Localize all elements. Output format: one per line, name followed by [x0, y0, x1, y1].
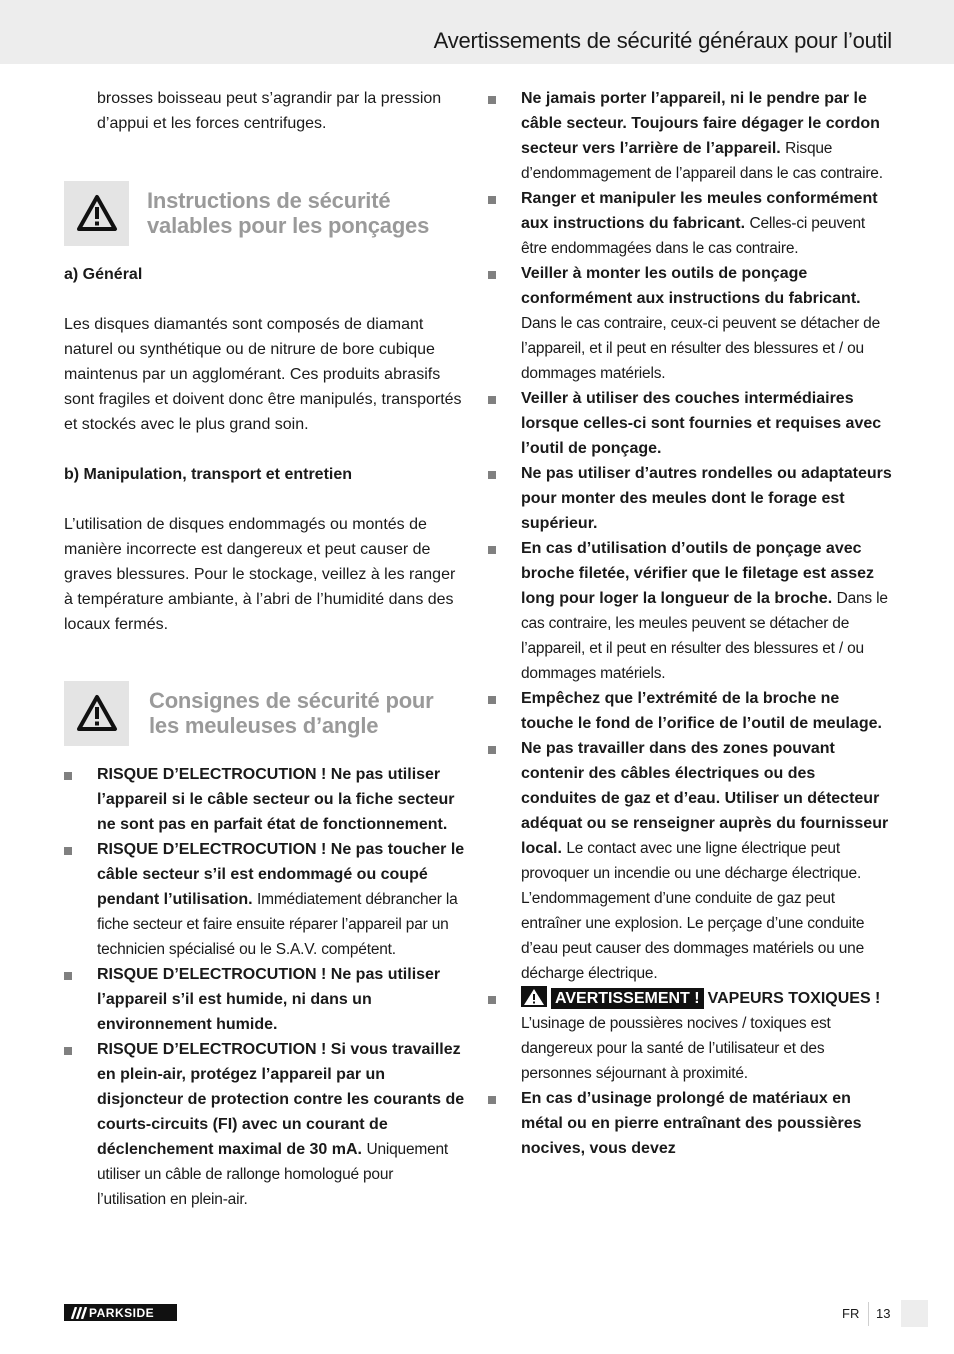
paragraph-handling: L’utilisation de disques endommagés ou montés de manière incorrecte est dangereux et peut causer de graves blessures. Pour le stockage, veillez à les ranger à température ambiante, à l’abri de l’humidité dans des locaux fermés. — [64, 516, 456, 633]
bullet-square-icon — [488, 996, 496, 1004]
list-item: Empêchez que l’extrémité de la broche ne touche le fond de l’orifice de l’outil de meulage. — [488, 686, 894, 736]
list-item: En cas d’utilisation d’outils de ponçage avec broche filetée, vérifier que le filetage est assez long pour loger la longueur de la broche. Dans le cas contraire, les meules peuvent se détacher de l’appareil, et il peut en résulter des blessures et / ou dommages matériels. — [488, 536, 894, 686]
list-item: Ne pas travailler dans des zones pouvant contenir des câbles électriques ou des conduites de gaz et d’eau. Utiliser un détecteur adéquat ou se renseigner auprès du fournisseur local. Le contact avec une ligne électrique peut provoquer un incendie ou une décharge électrique. L’endommagement d’une conduite de gaz peut entraîner une explosion. Le perçage d’une conduite d’eau peut causer des dommages matériels ou une décharge électrique. — [488, 736, 894, 986]
warning-label: AVERTISSEMENT ! — [551, 988, 704, 1009]
grinder-bullet-list — [64, 762, 466, 1212]
paragraph-general: Les disques diamantés sont composés de diamant naturel ou synthétique ou de nitrure de bore cubique maintenus par un agglomérant. Ces produits abrasifs sont fragiles et doivent donc être manipulés, transportés et stockés avec le plus grand soin. — [64, 316, 462, 433]
section-heading-sanding — [64, 180, 466, 246]
bullet-square-icon — [488, 271, 496, 279]
section-heading-angle-grinder — [64, 680, 466, 746]
list-item-warning: AVERTISSEMENT ! VAPEURS TOXIQUES ! L’usinage de poussières nocives / toxiques est dangereux pour la santé de l’utilisateur et des personnes séjournant à proximité. — [488, 986, 894, 1086]
bullet-square-icon — [64, 972, 72, 980]
logo-slashes-icon — [67, 1307, 89, 1319]
list-item: En cas d’usinage prolongé de matériaux en métal ou en pierre entraînant des poussières nocives, vous devez — [488, 1086, 894, 1161]
bullet-square-icon — [488, 1096, 496, 1104]
footer-tab — [901, 1300, 928, 1327]
section-title-line1: Instructions de sécurité — [147, 188, 391, 213]
right-bullet-list — [488, 86, 894, 1161]
section-title-line1: Consignes de sécurité pour — [149, 688, 434, 713]
bullet-square-icon — [64, 772, 72, 780]
list-item: RISQUE D’ELECTROCUTION ! Ne pas utiliser l’appareil si le câble secteur ou la fiche secteur ne sont pas en parfait état de fonctionnement. — [64, 762, 466, 837]
section-title-line2: les meuleuses d’angle — [149, 713, 379, 738]
left-column — [64, 86, 466, 1212]
warning-triangle-icon — [76, 694, 118, 732]
right-column — [488, 86, 894, 1161]
list-item: Veiller à utiliser des couches intermédiaires lorsque celles-ci sont fournies et requises avec l’outil de ponçage. — [488, 386, 894, 461]
list-item: Ne pas utiliser d’autres rondelles ou adaptateurs pour monter des meules dont le forage est supérieur. — [488, 461, 894, 536]
list-item: RISQUE D’ELECTROCUTION ! Ne pas toucher le câble secteur s’il est endommagé ou coupé pendant l’utilisation. Immédiatement débrancher la fiche secteur et faire ensuite réparer l’appareil par un technicien spécialisé ou le S.A.V. compétent. — [64, 837, 466, 962]
bullet-square-icon — [64, 847, 72, 855]
warning-box — [64, 181, 129, 246]
list-item: RISQUE D’ELECTROCUTION ! Si vous travaillez en plein-air, protégez l’appareil par un disjoncteur de protection contre les courants de courts-circuits (FI) avec un courant de déclenchement maximal de 30 mA. Uniquement utiliser un câble de rallonge homologué pour l’utilisation en plein-air. — [64, 1037, 466, 1212]
warning-triangle-icon — [521, 986, 547, 1007]
list-item: Veiller à monter les outils de ponçage conformément aux instructions du fabricant. Dans le cas contraire, ceux-ci peuvent se détacher de l’appareil, et il peut en résulter des blessures et / ou dommages matériels. — [488, 261, 894, 386]
bullet-square-icon — [64, 1047, 72, 1055]
warning-triangle-icon — [76, 194, 118, 232]
section-title-line2: valables pour les ponçages — [147, 213, 430, 238]
bullet-square-icon — [488, 396, 496, 404]
bullet-square-icon — [488, 546, 496, 554]
subheading-general: a) Général — [64, 266, 143, 283]
bullet-square-icon — [488, 746, 496, 754]
page-title: Avertissements de sécurité généraux pour l’outil — [433, 28, 892, 53]
bullet-square-icon — [488, 196, 496, 204]
parkside-logo — [64, 1304, 177, 1321]
footer-divider — [868, 1302, 869, 1326]
subheading-handling: b) Manipulation, transport et entretien — [64, 466, 353, 483]
brand-name: PARKSIDE — [89, 1305, 155, 1320]
bullet-square-icon — [488, 96, 496, 104]
language-code: FR — [842, 1306, 860, 1321]
list-item: Ne jamais porter l’appareil, ni le pendre par le câble secteur. Toujours faire dégager le cordon secteur vers l’arrière de l’appareil. Risque d’endommagement de l’appareil dans le cas contraire. — [488, 86, 894, 186]
intro-paragraph: brosses boisseau peut s’agrandir par la pression d’appui et les forces centrifuges. — [97, 90, 442, 132]
page-number: 13 — [876, 1306, 891, 1321]
section-title — [149, 688, 434, 738]
warning-box — [64, 681, 129, 746]
bullet-square-icon — [488, 471, 496, 479]
list-item: Ranger et manipuler les meules conformément aux instructions du fabricant. Celles-ci peuvent être endommagées dans le cas contraire. — [488, 186, 894, 261]
bullet-square-icon — [488, 696, 496, 704]
section-title — [147, 188, 429, 238]
list-item: RISQUE D’ELECTROCUTION ! Ne pas utiliser l’appareil s’il est humide, ni dans un environnement humide. — [64, 962, 466, 1037]
